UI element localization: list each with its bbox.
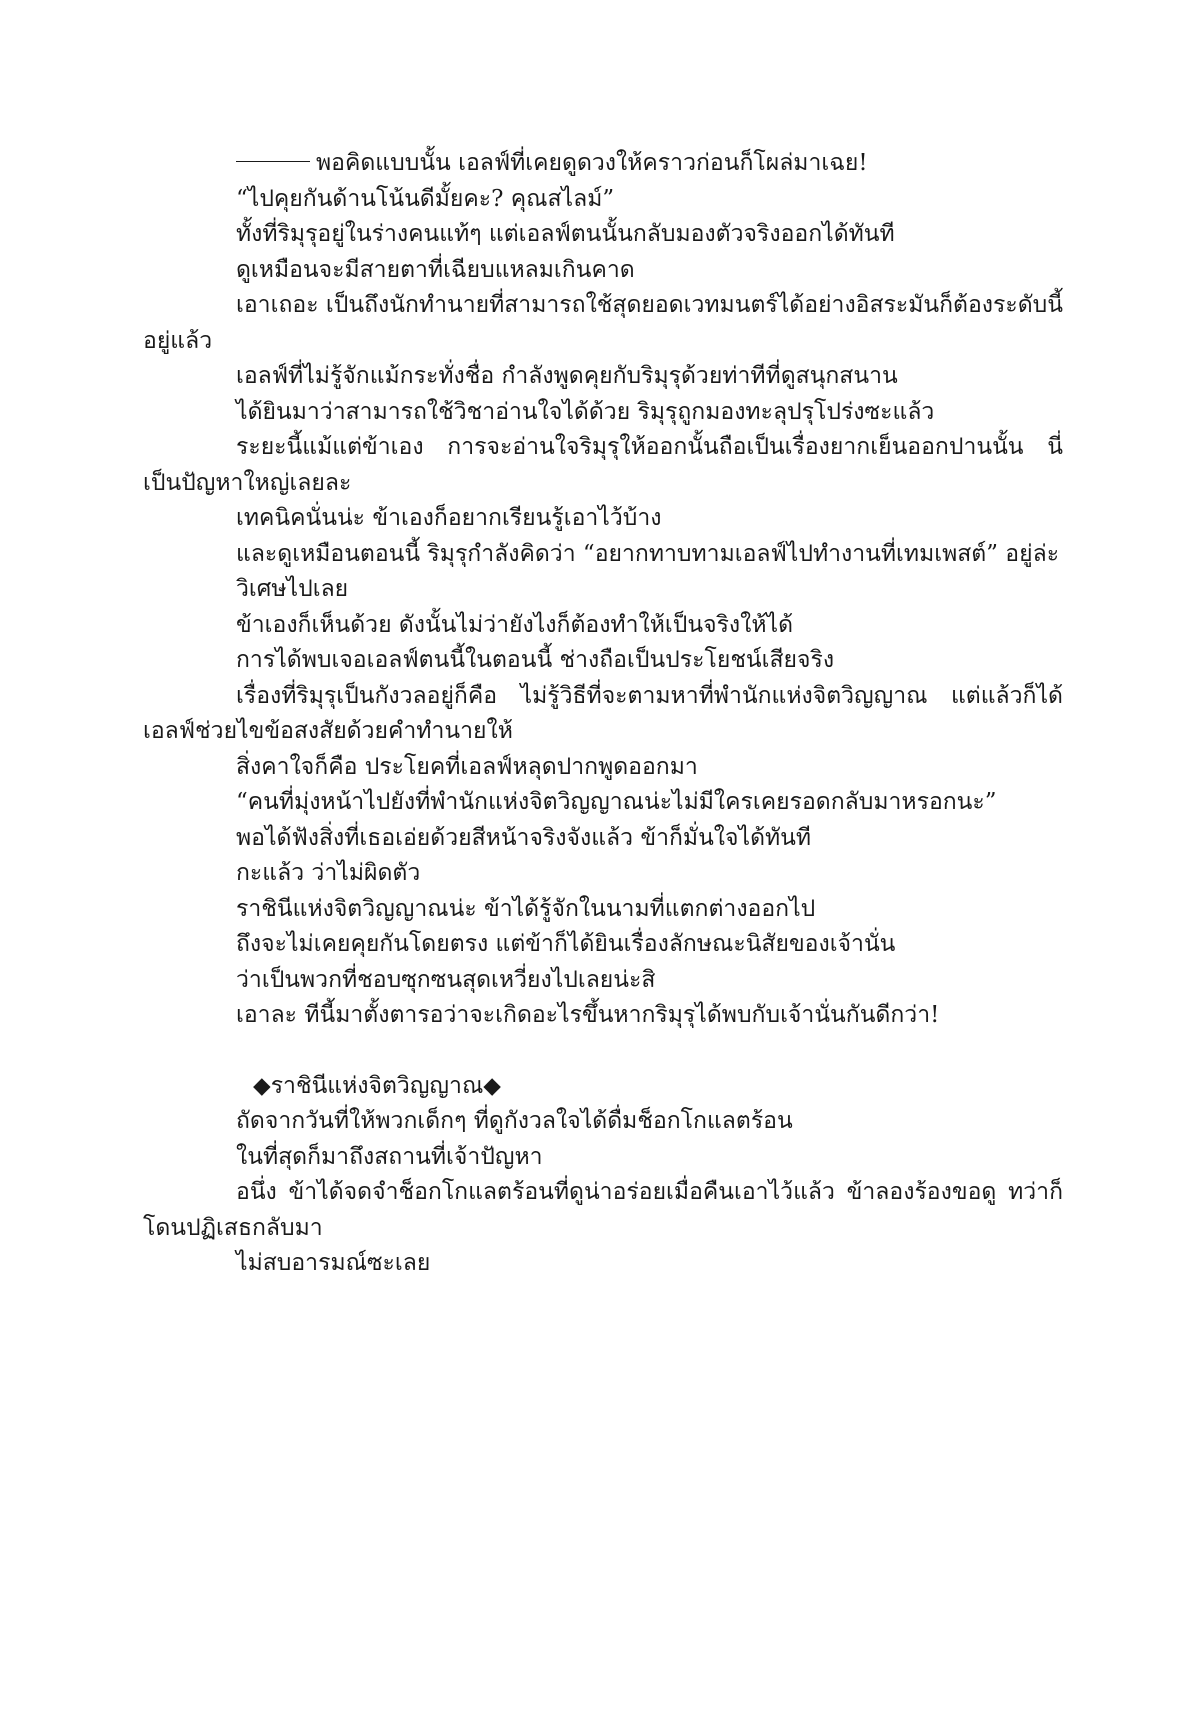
paragraph: วิเศษไปเลย (236, 576, 349, 602)
paragraph: เรื่องที่ริมุรุเป็นกังวลอยู่ก็คือ ไม่รู้วิธีที่จะตามหาที่พำนักแห่งจิตวิญญาณ แต่แล้วก็ได้เอลฟ์ช่วยไขข้อสงสัยด้วยคำทำนายให้ (143, 682, 1063, 744)
paragraph: การได้พบเจอเอลฟ์ตนนี้ในตอนนี้ ช่างถือเป็นประโยชน์เสียจริง (236, 647, 835, 673)
paragraph: ราชินีแห่งจิตวิญญาณน่ะ ข้าได้รู้จักในนามที่แตกต่างออกไป (236, 895, 816, 922)
paragraph: เอาละ ทีนี้มาตั้งตารอว่าจะเกิดอะไรขึ้นหากริมุรุได้พบกับเจ้านั่นกันดีกว่า! (236, 1002, 940, 1028)
paragraph: ทั้งที่ริมุรุอยู่ในร่างคนแท้ๆ แต่เอลฟ์ตนนั้นกลับมองตัวจริงออกได้ทันที (236, 221, 895, 247)
paragraph: และดูเหมือนตอนนี้ ริมุรุกำลังคิดว่า “อยากทาบทามเอลฟ์ไปทำงานที่เทมเพสต์” อยู่ล่ะ (236, 540, 1060, 567)
paragraph: ว่าเป็นพวกที่ชอบซุกซนสุดเหวี่ยงไปเลยน่ะสิ (236, 966, 656, 993)
paragraph: ถึงจะไม่เคยคุยกันโดยตรง แต่ข้าก็ได้ยินเรื่องลักษณะนิสัยของเจ้านั่น (236, 931, 896, 957)
em-dash-line (236, 161, 310, 163)
paragraph: “ไปคุยกันด้านโน้นดีมั้ยคะ? คุณสไลม์” (236, 185, 615, 212)
paragraph: ถัดจากวันที่ให้พวกเด็กๆ ที่ดูกังวลใจได้ดื่มช็อกโกแลตร้อน (236, 1108, 793, 1134)
paragraph: “คนที่มุ่งหน้าไปยังที่พำนักแห่งจิตวิญญาณน่ะไม่มีใครเคยรอดกลับมาหรอกนะ” (236, 789, 997, 815)
section-spacer (143, 1034, 1063, 1069)
body-text (143, 146, 1063, 1282)
section-heading: ◆ราชินีแห่งจิตวิญญาณ◆ (253, 1072, 501, 1099)
paragraph: ข้าเองก็เห็นด้วย ดังนั้นไม่ว่ายังไงก็ต้องทำให้เป็นจริงให้ได้ (236, 611, 794, 638)
paragraph: ได้ยินมาว่าสามารถใช้วิชาอ่านใจได้ด้วย ริมุรุถูกมองทะลุปรุโปร่งซะแล้ว (236, 398, 935, 425)
paragraph: พอคิดแบบนั้น เอลฟ์ที่เคยดูดวงให้คราวก่อนก็โผล่มาเฉย! (143, 146, 1063, 182)
paragraph: เอาเถอะ เป็นถึงนักทำนายที่สามารถใช้สุดยอดเวทมนตร์ได้อย่างอิสระมันก็ต้องระดับนี้อยู่แล้ว (143, 292, 1063, 354)
paragraph: อนึ่ง ข้าได้จดจำช็อกโกแลตร้อนที่ดูน่าอร่อยเมื่อคืนเอาไว้แล้ว ข้าลองร้องขอดู ทว่าก็โดนปฏิเสธกลับมา (143, 1179, 1063, 1241)
paragraph: ระยะนี้แม้แต่ข้าเอง การจะอ่านใจริมุรุให้ออกนั้นถือเป็นเรื่องยากเย็นออกปานนั้น นี่เป็นปัญหาใหญ่เลยละ (143, 434, 1063, 496)
paragraph: เทคนิคนั่นน่ะ ข้าเองก็อยากเรียนรู้เอาไว้บ้าง (236, 505, 662, 531)
paragraph: พอได้ฟังสิ่งที่เธอเอ่ยด้วยสีหน้าจริงจังแล้ว ข้าก็มั่นใจได้ทันที (236, 824, 812, 851)
paragraph: ไม่สบอารมณ์ซะเลย (236, 1250, 431, 1276)
paragraph: ดูเหมือนจะมีสายตาที่เฉียบแหลมเกินคาด (236, 256, 635, 283)
paragraph: สิ่งคาใจก็คือ ประโยคที่เอลฟ์หลุดปากพูดออกมา (236, 753, 698, 780)
paragraph: เอลฟ์ที่ไม่รู้จักแม้กระทั่งชื่อ กำลังพูดคุยกับริมุรุด้วยท่าทีที่ดูสนุกสนาน (236, 363, 898, 389)
paragraph: กะแล้ว ว่าไม่ผิดตัว (236, 860, 421, 886)
paragraph: ในที่สุดก็มาถึงสถานที่เจ้าปัญหา (236, 1143, 543, 1170)
